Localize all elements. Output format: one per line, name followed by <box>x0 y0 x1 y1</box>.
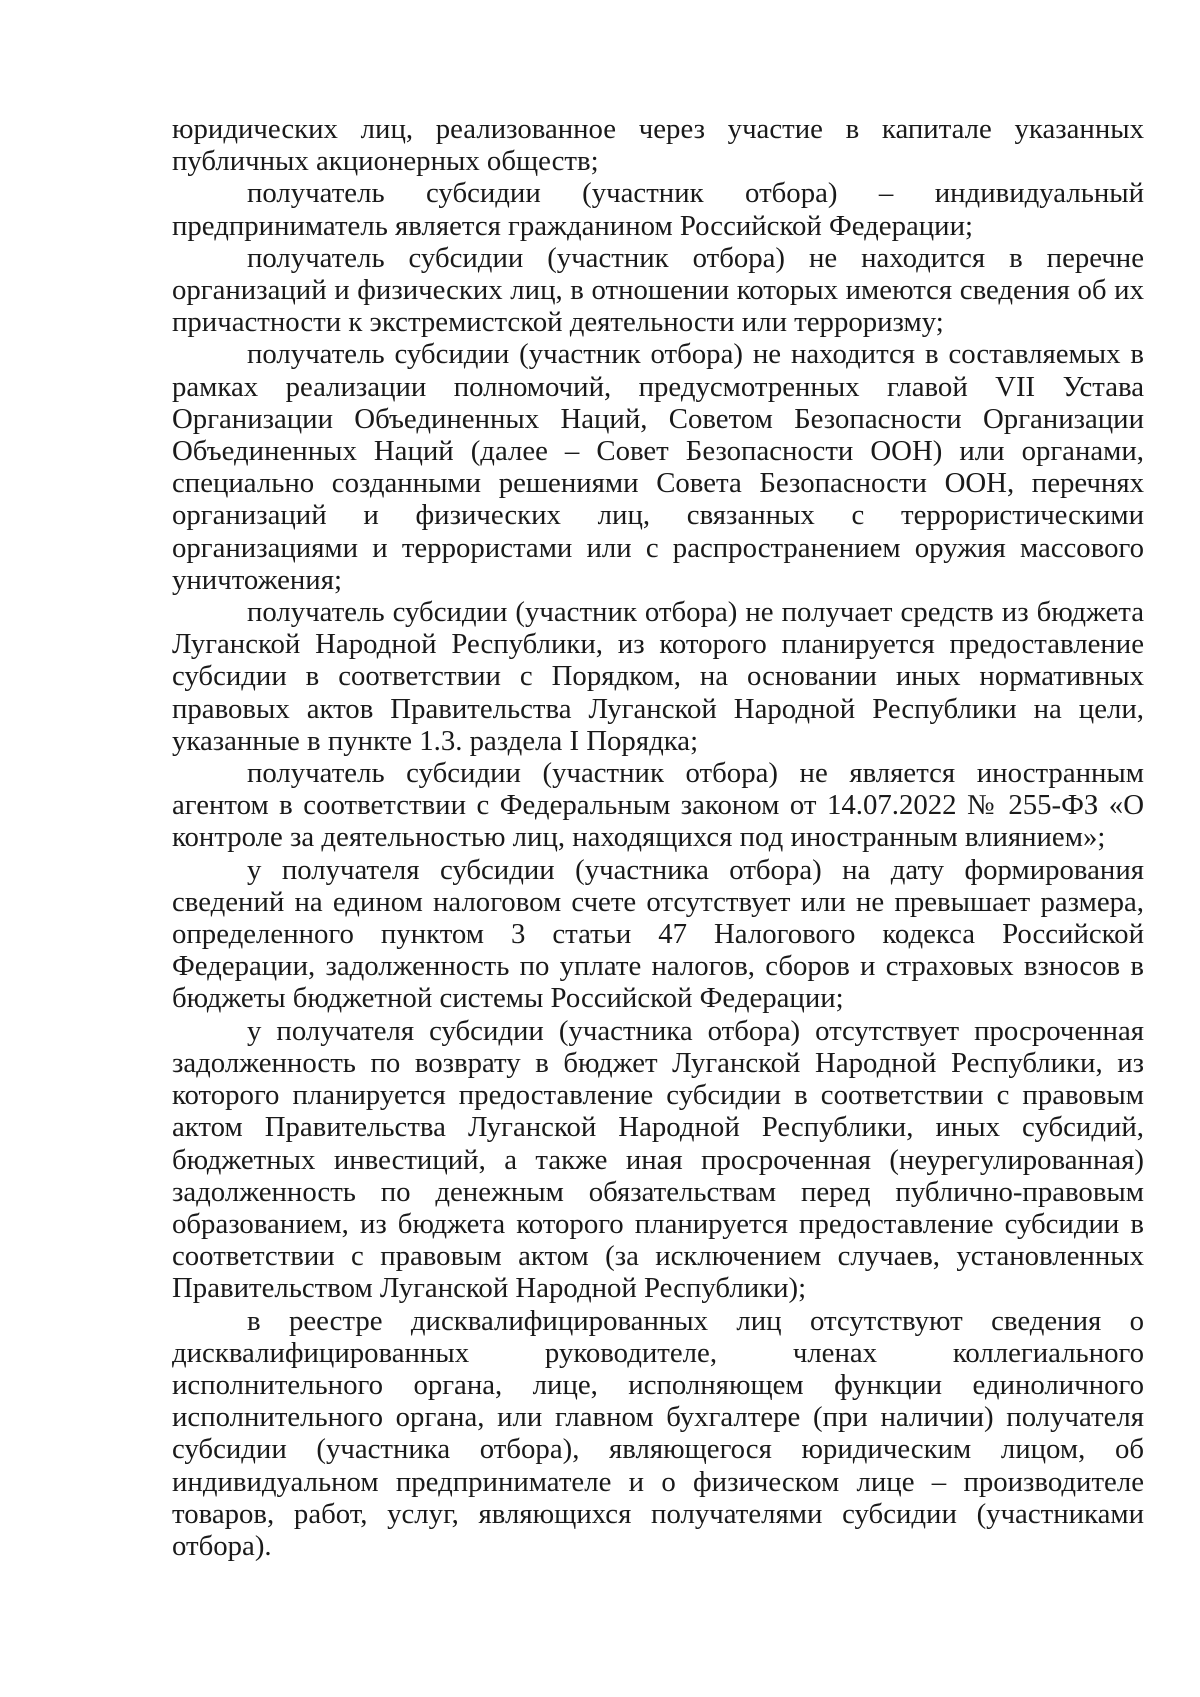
paragraph-extremism-list: получатель субсидии (участник отбора) не находится в перечне организаций и физических лиц, в отношении которых имеются сведения об их причастности к экстремистской деятельности или терроризму; <box>172 241 1144 339</box>
paragraph-disqualified-registry: в реестре дисквалифицированных лиц отсутствуют сведения о дисквалифицированных руководителе, членах коллегиального исполнительного органа, лице, исполняющем функции единоличного исполнительного органа, или главном бухгалтере (при наличии) получателя субсидии (участника отбора), являющегося юридическим лицом, об индивидуальном предпринимателе и о физическом лице – производителе товаров, работ, услуг, являющихся получателями субсидии (участниками отбора). <box>172 1304 1144 1562</box>
paragraph-continuation: юридических лиц, реализованное через участие в капитале указанных публичных акционерных обществ; <box>172 113 1144 178</box>
paragraph-budget-funds: получатель субсидии (участник отбора) не получает средств из бюджета Луганской Народной Республики, из которого планируется предоставление субсидии в соответствии с Порядком, на основании иных нормативных правовых актов Правительства Луганской Народной Республики на цели, указанные в пункте 1.3. раздела I Порядка; <box>172 596 1144 757</box>
document-body <box>172 113 1144 1562</box>
paragraph-un-security-council: получатель субсидии (участник отбора) не находится в составляемых в рамках реализации полномочий, предусмотренных главой VII Устава Организации Объединенных Наций, Советом Безопасности Организации Объединенных Наций (далее – Совет Безопасности ООН) или органами, специально созданными решениями Совета Безопасности ООН, перечнях организаций и физических лиц, связанных с террористическими организациями и террористами или с распространением оружия массового уничтожения; <box>172 338 1144 596</box>
paragraph-citizenship: получатель субсидии (участник отбора) – индивидуальный предприниматель является гражданином Российской Федерации; <box>172 177 1144 242</box>
paragraph-overdue-debt: у получателя субсидии (участника отбора) отсутствует просроченная задолженность по возврату в бюджет Луганской Народной Республики, из которого планируется предоставление субсидии в соответствии с правовым актом Правительства Луганской Народной Республики, иных субсидий, бюджетных инвестиций, а также иная просроченная (неурегулированная) задолженность по денежным обязательствам перед публично-правовым образованием, из бюджета которого планируется предоставление субсидии в соответствии с правовым актом (за исключением случаев, установленных Правительством Луганской Народной Республики); <box>172 1014 1144 1305</box>
paragraph-foreign-agent: получатель субсидии (участник отбора) не является иностранным агентом в соответствии с Федеральным законом от 14.07.2022 № 255-ФЗ «О контроле за деятельностью лиц, находящихся под иностранным влиянием»; <box>172 757 1144 854</box>
paragraph-tax-debt: у получателя субсидии (участника отбора) на дату формирования сведений на едином налоговом счете отсутствует или не превышает размера, определенного пунктом 3 статьи 47 Налогового кодекса Российской Федерации, задолженность по уплате налогов, сборов и страховых взносов в бюджеты бюджетной системы Российской Федерации; <box>172 853 1144 1015</box>
